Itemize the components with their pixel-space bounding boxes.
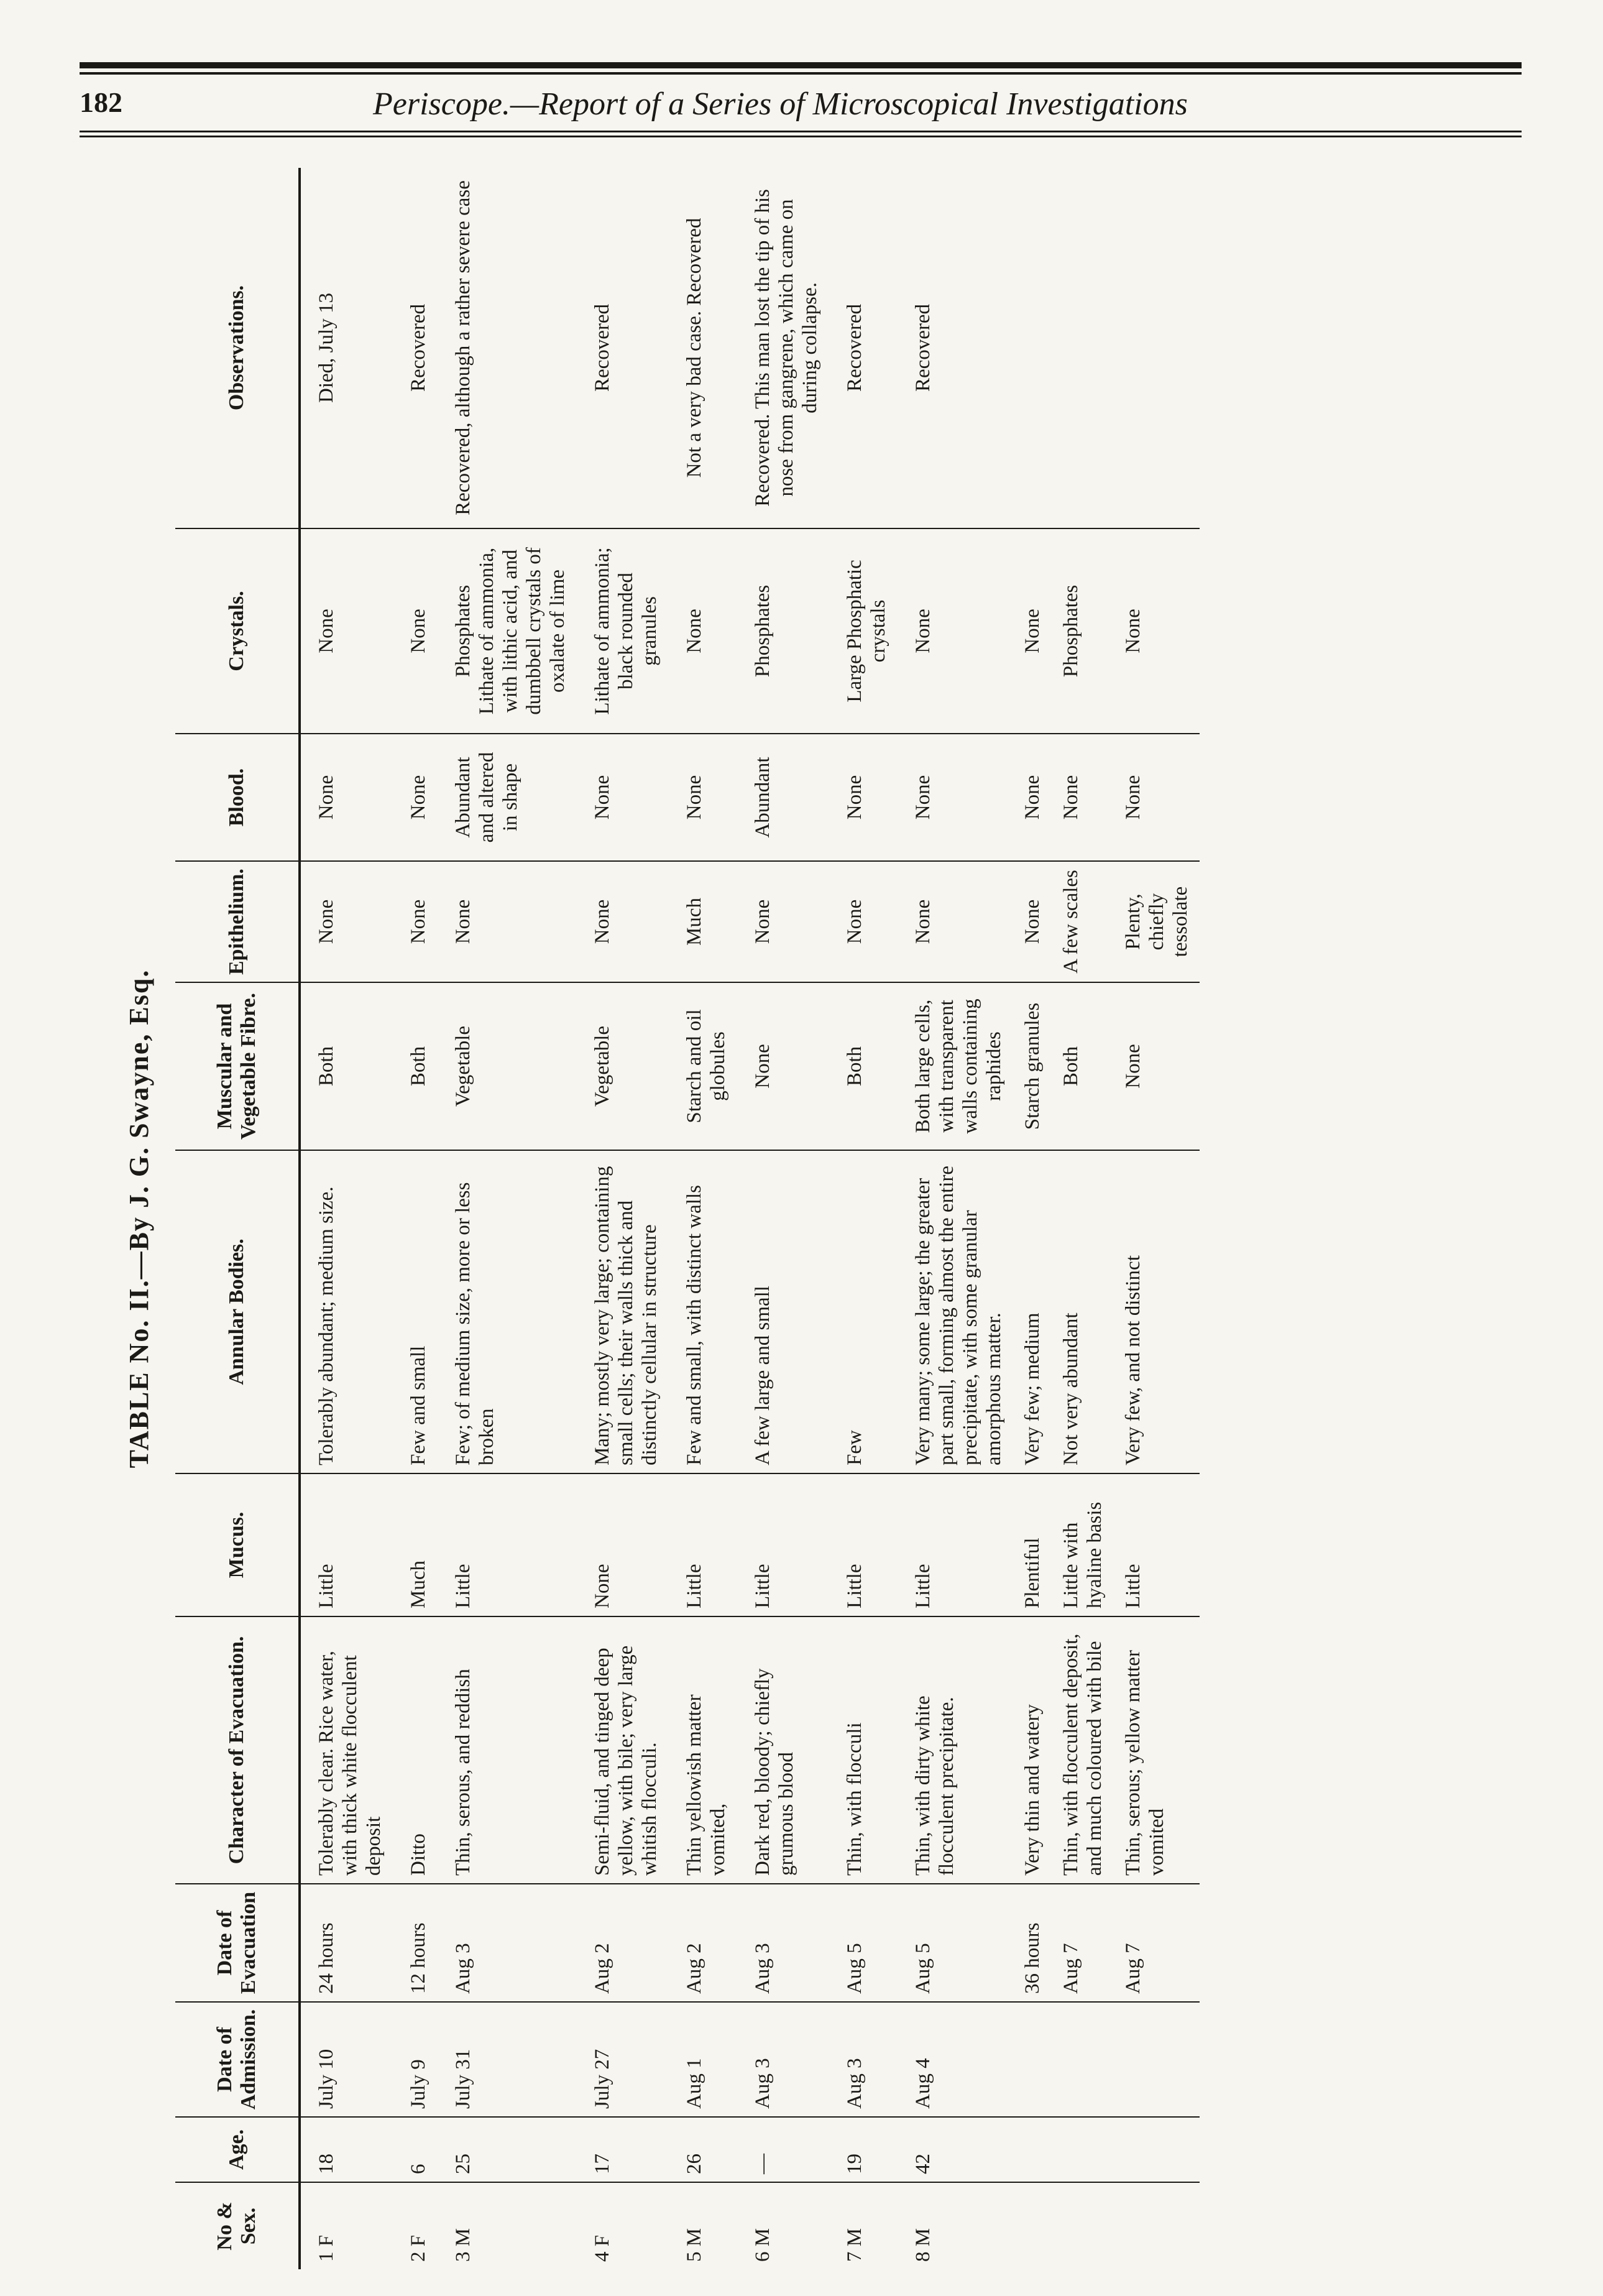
- case-number-sex-cell: 2 F: [407, 2234, 429, 2262]
- case-number-sex-cell: 8 M: [912, 2228, 934, 2262]
- column-header: No & Sex.: [175, 2182, 300, 2269]
- observations-cell: Recovered, although a rather severe case: [438, 168, 577, 528]
- column-header: Character of Evacuation.: [175, 1616, 300, 1884]
- fibre-cell: Both: [300, 982, 393, 1150]
- annular-bodies-cell: Many; mostly very large; containing small cells; their walls thick and distinctly cellular in structure: [577, 1150, 669, 1473]
- table-row: [829, 168, 898, 2269]
- table-row: [1013, 168, 1052, 2269]
- evacuation-character-cell: Very thin and watery: [1013, 1616, 1052, 1884]
- blood-cell: Abundant: [737, 734, 829, 861]
- admission-date-cell: July 27: [577, 2002, 669, 2117]
- evacuation-date-cell: 36 hours: [1013, 1884, 1052, 2002]
- evacuation-date-cell: Aug 5: [829, 1884, 898, 2002]
- observations-cell: [1013, 168, 1052, 528]
- crystals-cell: Lithate of ammonia; black rounded granules: [577, 528, 669, 734]
- observations-cell: Not a very bad case. Recovered: [669, 168, 737, 528]
- crystals-cell: None: [669, 528, 737, 734]
- column-header: Mucus.: [175, 1473, 300, 1616]
- column-header: Date of Admission.: [175, 2002, 300, 2117]
- mucus-cell: Little: [1114, 1473, 1200, 1616]
- epithelium-cell: None: [300, 861, 393, 982]
- crystals-cell: None: [1013, 528, 1052, 734]
- case-number-sex-cell: [1114, 2182, 1200, 2269]
- case-number-sex-cell: [1052, 2182, 1114, 2269]
- table-row: [393, 168, 438, 2269]
- header-double-rule-top: [80, 131, 1522, 132]
- table-row: [898, 168, 1013, 2269]
- annular-bodies-cell: Few: [829, 1150, 898, 1473]
- fibre-cell: Both: [829, 982, 898, 1150]
- admission-date-cell: July 10: [300, 2002, 393, 2117]
- evacuation-date-cell: Aug 7: [1114, 1884, 1200, 2002]
- mucus-cell: Little: [300, 1473, 393, 1616]
- column-header: Age.: [175, 2117, 300, 2182]
- evacuation-character-cell: Thin, serous, and reddish: [438, 1616, 577, 1884]
- case-number-sex-cell: [1013, 2182, 1052, 2269]
- age-cell: 18: [300, 2117, 393, 2182]
- admission-date-cell: [1013, 2002, 1052, 2117]
- case-number-sex-cell: 4 F: [591, 2234, 613, 2262]
- case-number-sex-cell: 5 M: [683, 2228, 705, 2262]
- fibre-cell: None: [1114, 982, 1200, 1150]
- rotated-table-block: [118, 168, 1554, 2269]
- mucus-cell: Little: [737, 1473, 829, 1616]
- crystals-cell: Phosphates: [737, 528, 829, 734]
- epithelium-cell: Much: [669, 861, 737, 982]
- table-row: [438, 168, 577, 2269]
- mucus-cell: Much: [393, 1473, 438, 1616]
- observations-cell: Recovered: [898, 168, 1013, 528]
- mucus-cell: Little with hyaline basis: [1052, 1473, 1114, 1616]
- fibre-cell: Both: [393, 982, 438, 1150]
- fibre-cell: Both large cells, with transparent walls containing raphides: [898, 982, 1013, 1150]
- admission-date-cell: Aug 4: [898, 2002, 1013, 2117]
- blood-cell: None: [1052, 734, 1114, 861]
- epithelium-cell: None: [1013, 861, 1052, 982]
- evacuation-character-cell: Dark red, bloody; chiefly grumous blood: [737, 1616, 829, 1884]
- evacuation-date-cell: 12 hours: [393, 1884, 438, 2002]
- annular-bodies-cell: Few and small: [393, 1150, 438, 1473]
- evacuation-table: [175, 168, 1200, 2269]
- evacuation-character-cell: Thin yellowish matter vomited,: [669, 1616, 737, 1884]
- crystals-cell: Large Phosphatic crystals: [829, 528, 898, 734]
- column-header: Blood.: [175, 734, 300, 861]
- annular-bodies-cell: Few and small, with distinct walls: [669, 1150, 737, 1473]
- table-row: [300, 168, 393, 2269]
- evacuation-character-cell: Ditto: [393, 1616, 438, 1884]
- observations-cell: Died, July 13: [300, 168, 393, 528]
- age-cell: [1052, 2117, 1114, 2182]
- observations-cell: [1114, 168, 1200, 528]
- column-header: Muscular and Vegetable Fibre.: [175, 982, 300, 1150]
- evacuation-character-cell: Thin, serous; yellow matter vomited: [1114, 1616, 1200, 1884]
- admission-date-cell: Aug 1: [669, 2002, 737, 2117]
- crystals-cell: Phosphates Lithate of ammonia, with lithic acid, and dumbbell crystals of oxalate of lime: [438, 528, 577, 734]
- observations-cell: Recovered: [577, 168, 669, 528]
- crystals-cell: None: [1114, 528, 1200, 734]
- crystals-cell: None: [898, 528, 1013, 734]
- annular-bodies-cell: Very many; some large; the greater part small, forming almost the entire precipitate, with some granular amorphous matter.: [898, 1150, 1013, 1473]
- table-body: [300, 168, 1200, 2269]
- age-cell: 19: [829, 2117, 898, 2182]
- annular-bodies-cell: Tolerably abundant; medium size.: [300, 1150, 393, 1473]
- blood-cell: None: [669, 734, 737, 861]
- age-cell: 42: [898, 2117, 1013, 2182]
- fibre-cell: Starch granules: [1013, 982, 1052, 1150]
- annular-bodies-cell: Very few; medium: [1013, 1150, 1052, 1473]
- case-number-sex-cell: 6 M: [751, 2228, 774, 2262]
- top-double-rule-outer: [80, 62, 1522, 68]
- observations-cell: [1052, 168, 1114, 528]
- epithelium-cell: None: [737, 861, 829, 982]
- mucus-cell: Little: [898, 1473, 1013, 1616]
- table-title: TABLE No. II.—By J. G. Swayne, Esq.: [124, 969, 154, 1468]
- table-row: [1114, 168, 1200, 2269]
- epithelium-cell: None: [438, 861, 577, 982]
- blood-cell: None: [300, 734, 393, 861]
- fibre-cell: Vegetable: [438, 982, 577, 1150]
- table-row: [737, 168, 829, 2269]
- blood-cell: None: [393, 734, 438, 861]
- admission-date-cell: July 9: [393, 2002, 438, 2117]
- age-cell: [1114, 2117, 1200, 2182]
- crystals-cell: Phosphates: [1052, 528, 1114, 734]
- blood-cell: None: [1114, 734, 1200, 861]
- observations-cell: Recovered. This man lost the tip of his nose from gangrene, which came on during collapse.: [737, 168, 829, 528]
- evacuation-date-cell: Aug 2: [669, 1884, 737, 2002]
- top-double-rule-inner: [80, 72, 1522, 75]
- case-number-sex-cell: 1 F: [315, 2234, 338, 2262]
- fibre-cell: Starch and oil globules: [669, 982, 737, 1150]
- admission-date-cell: Aug 3: [737, 2002, 829, 2117]
- age-cell: —: [737, 2117, 829, 2182]
- evacuation-character-cell: Thin, with flocculi: [829, 1616, 898, 1884]
- evacuation-character-cell: Thin, with flocculent deposit, and much coloured with bile: [1052, 1616, 1114, 1884]
- table-row: [669, 168, 737, 2269]
- epithelium-cell: None: [393, 861, 438, 982]
- case-number-sex-cell: 3 M: [452, 2228, 474, 2262]
- evacuation-date-cell: Aug 3: [737, 1884, 829, 2002]
- epithelium-cell: None: [829, 861, 898, 982]
- evacuation-date-cell: Aug 3: [438, 1884, 577, 2002]
- column-header: Observations.: [175, 168, 300, 528]
- case-number-sex-cell: 7 M: [843, 2228, 866, 2262]
- column-header: Crystals.: [175, 528, 300, 734]
- mucus-cell: Little: [438, 1473, 577, 1616]
- mucus-cell: Little: [829, 1473, 898, 1616]
- fibre-cell: Vegetable: [577, 982, 669, 1150]
- mucus-cell: Plentiful: [1013, 1473, 1052, 1616]
- column-header: Annular Bodies.: [175, 1150, 300, 1473]
- age-cell: 17: [577, 2117, 669, 2182]
- observations-cell: Recovered: [393, 168, 438, 528]
- evacuation-date-cell: 24 hours: [300, 1884, 393, 2002]
- epithelium-cell: A few scales: [1052, 861, 1114, 982]
- admission-date-cell: Aug 3: [829, 2002, 898, 2117]
- blood-cell: Abundant and altered in shape: [438, 734, 577, 861]
- annular-bodies-cell: Few; of medium size, more or less broken: [438, 1150, 577, 1473]
- column-header: Epithelium.: [175, 861, 300, 982]
- table-row: [1052, 168, 1114, 2269]
- evacuation-character-cell: Semi-fluid, and tinged deep yellow, with bile; very large whitish flocculi.: [577, 1616, 669, 1884]
- running-title: Periscope.—Report of a Series of Microscopical Investigations: [373, 86, 1188, 122]
- mucus-cell: None: [577, 1473, 669, 1616]
- page-number: 182: [80, 86, 122, 118]
- epithelium-cell: Plenty, chiefly tessolate: [1114, 861, 1200, 982]
- blood-cell: None: [1013, 734, 1052, 861]
- observations-cell: Recovered: [829, 168, 898, 528]
- annular-bodies-cell: Very few, and not distinct: [1114, 1150, 1200, 1473]
- epithelium-cell: None: [898, 861, 1013, 982]
- table-row: [577, 168, 669, 2269]
- table-header-row: [175, 168, 300, 2269]
- age-cell: 6: [393, 2117, 438, 2182]
- crystals-cell: None: [300, 528, 393, 734]
- admission-date-cell: [1052, 2002, 1114, 2117]
- age-cell: 26: [669, 2117, 737, 2182]
- blood-cell: None: [829, 734, 898, 861]
- epithelium-cell: None: [577, 861, 669, 982]
- mucus-cell: Little: [669, 1473, 737, 1616]
- evacuation-character-cell: Thin, with dirty white flocculent precipitate.: [898, 1616, 1013, 1884]
- evacuation-date-cell: Aug 2: [577, 1884, 669, 2002]
- evacuation-character-cell: Tolerably clear. Rice water, with thick white flocculent deposit: [300, 1616, 393, 1884]
- evacuation-date-cell: Aug 7: [1052, 1884, 1114, 2002]
- age-cell: [1013, 2117, 1052, 2182]
- fibre-cell: Both: [1052, 982, 1114, 1150]
- admission-date-cell: [1114, 2002, 1200, 2117]
- column-header: Date of Evacuation: [175, 1884, 300, 2002]
- age-cell: 25: [438, 2117, 577, 2182]
- header-double-rule-bottom: [80, 136, 1522, 137]
- crystals-cell: None: [393, 528, 438, 734]
- blood-cell: None: [898, 734, 1013, 861]
- fibre-cell: None: [737, 982, 829, 1150]
- evacuation-date-cell: Aug 5: [898, 1884, 1013, 2002]
- annular-bodies-cell: A few large and small: [737, 1150, 829, 1473]
- admission-date-cell: July 31: [438, 2002, 577, 2117]
- blood-cell: None: [577, 734, 669, 861]
- annular-bodies-cell: Not very abundant: [1052, 1150, 1114, 1473]
